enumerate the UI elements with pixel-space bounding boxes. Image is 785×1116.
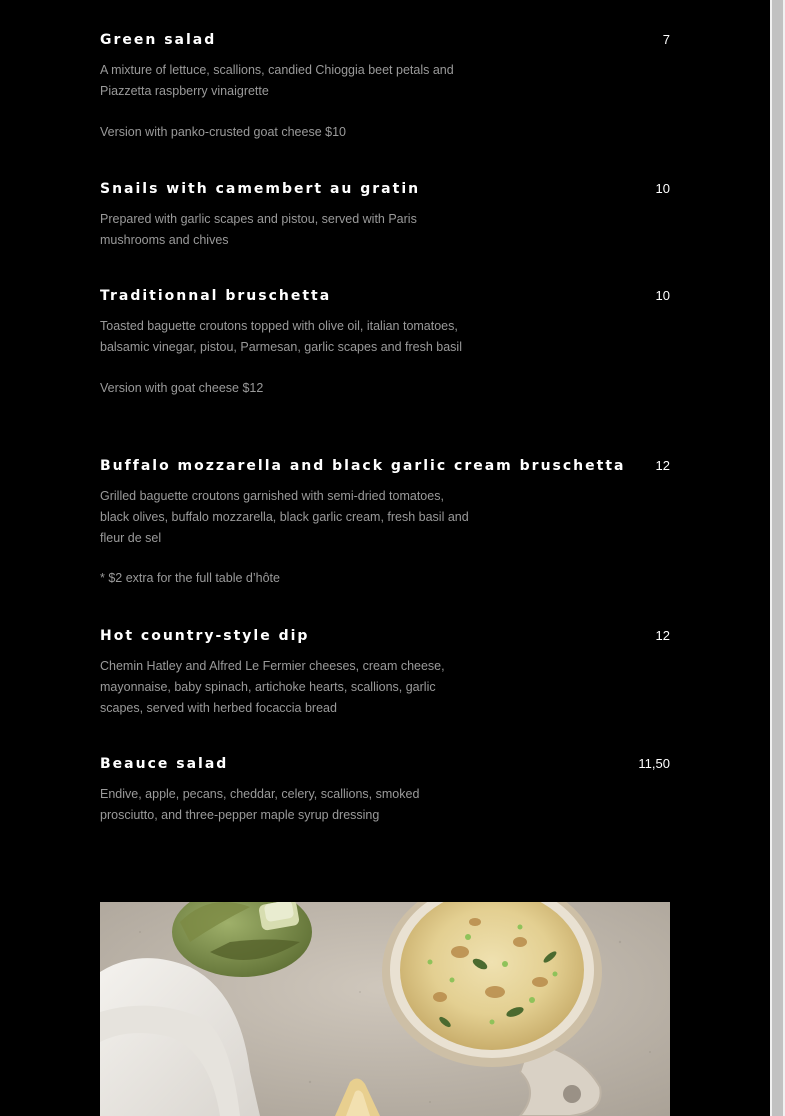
menu-item-description: Endive, apple, pecans, cheddar, celery, scallions, smoked prosciutto, and three-pepper maple syrup dressing — [100, 787, 420, 822]
menu-item-price: 12 — [655, 458, 670, 473]
menu-item — [100, 31, 670, 142]
menu-item-name: Beauce salad — [100, 756, 229, 772]
menu-item-description: Grilled baguette croutons garnished with semi-dried tomatoes, black olives, buffalo mozzarella, black garlic cream, fresh basil and fleur de sel — [100, 489, 469, 545]
menu-item-name: Hot country-style dip — [100, 628, 310, 644]
menu-item-price: 10 — [655, 288, 670, 303]
food-photo-hot-dip-icon — [100, 902, 670, 1116]
menu-item-name: Buffalo mozzarella and black garlic cream bruschetta — [100, 458, 626, 474]
menu-item-description: A mixture of lettuce, scallions, candied Chioggia beet petals and Piazzetta raspberry vinaigrette — [100, 63, 454, 98]
menu-item — [100, 180, 670, 251]
vertical-scrollbar[interactable] — [770, 0, 785, 1116]
food-photo — [100, 902, 670, 1116]
menu-item-extra: * $2 extra for the full table d’hôte — [100, 571, 280, 586]
menu-item-extra: Version with panko-crusted goat cheese $10 — [100, 124, 346, 139]
scrollbar-thumb[interactable] — [772, 0, 783, 1116]
menu-item-description: Toasted baguette croutons topped with olive oil, italian tomatoes, balsamic vinegar, pistou, Parmesan, garlic scapes and fresh basil — [100, 319, 462, 354]
menu-item — [100, 287, 670, 398]
menu-item — [100, 755, 670, 826]
menu-item-price: 11,50 — [638, 756, 670, 771]
menu-item-name: Green salad — [100, 32, 217, 48]
menu-item-description: Prepared with garlic scapes and pistou, served with Paris mushrooms and chives — [100, 212, 417, 247]
menu-item-price: 10 — [655, 181, 670, 196]
menu-item — [100, 627, 670, 718]
menu-item-extra: Version with goat cheese $12 — [100, 380, 264, 395]
menu-item — [100, 457, 670, 589]
menu-item-price: 7 — [662, 32, 670, 47]
menu-item-name: Traditionnal bruschetta — [100, 288, 332, 304]
menu-item-name: Snails with camembert au gratin — [100, 181, 421, 197]
menu-item-description: Chemin Hatley and Alfred Le Fermier cheeses, cream cheese, mayonnaise, baby spinach, artichoke hearts, scallions, garlic scapes, served with herbed focaccia bread — [100, 659, 445, 715]
menu-item-price: 12 — [655, 628, 670, 643]
